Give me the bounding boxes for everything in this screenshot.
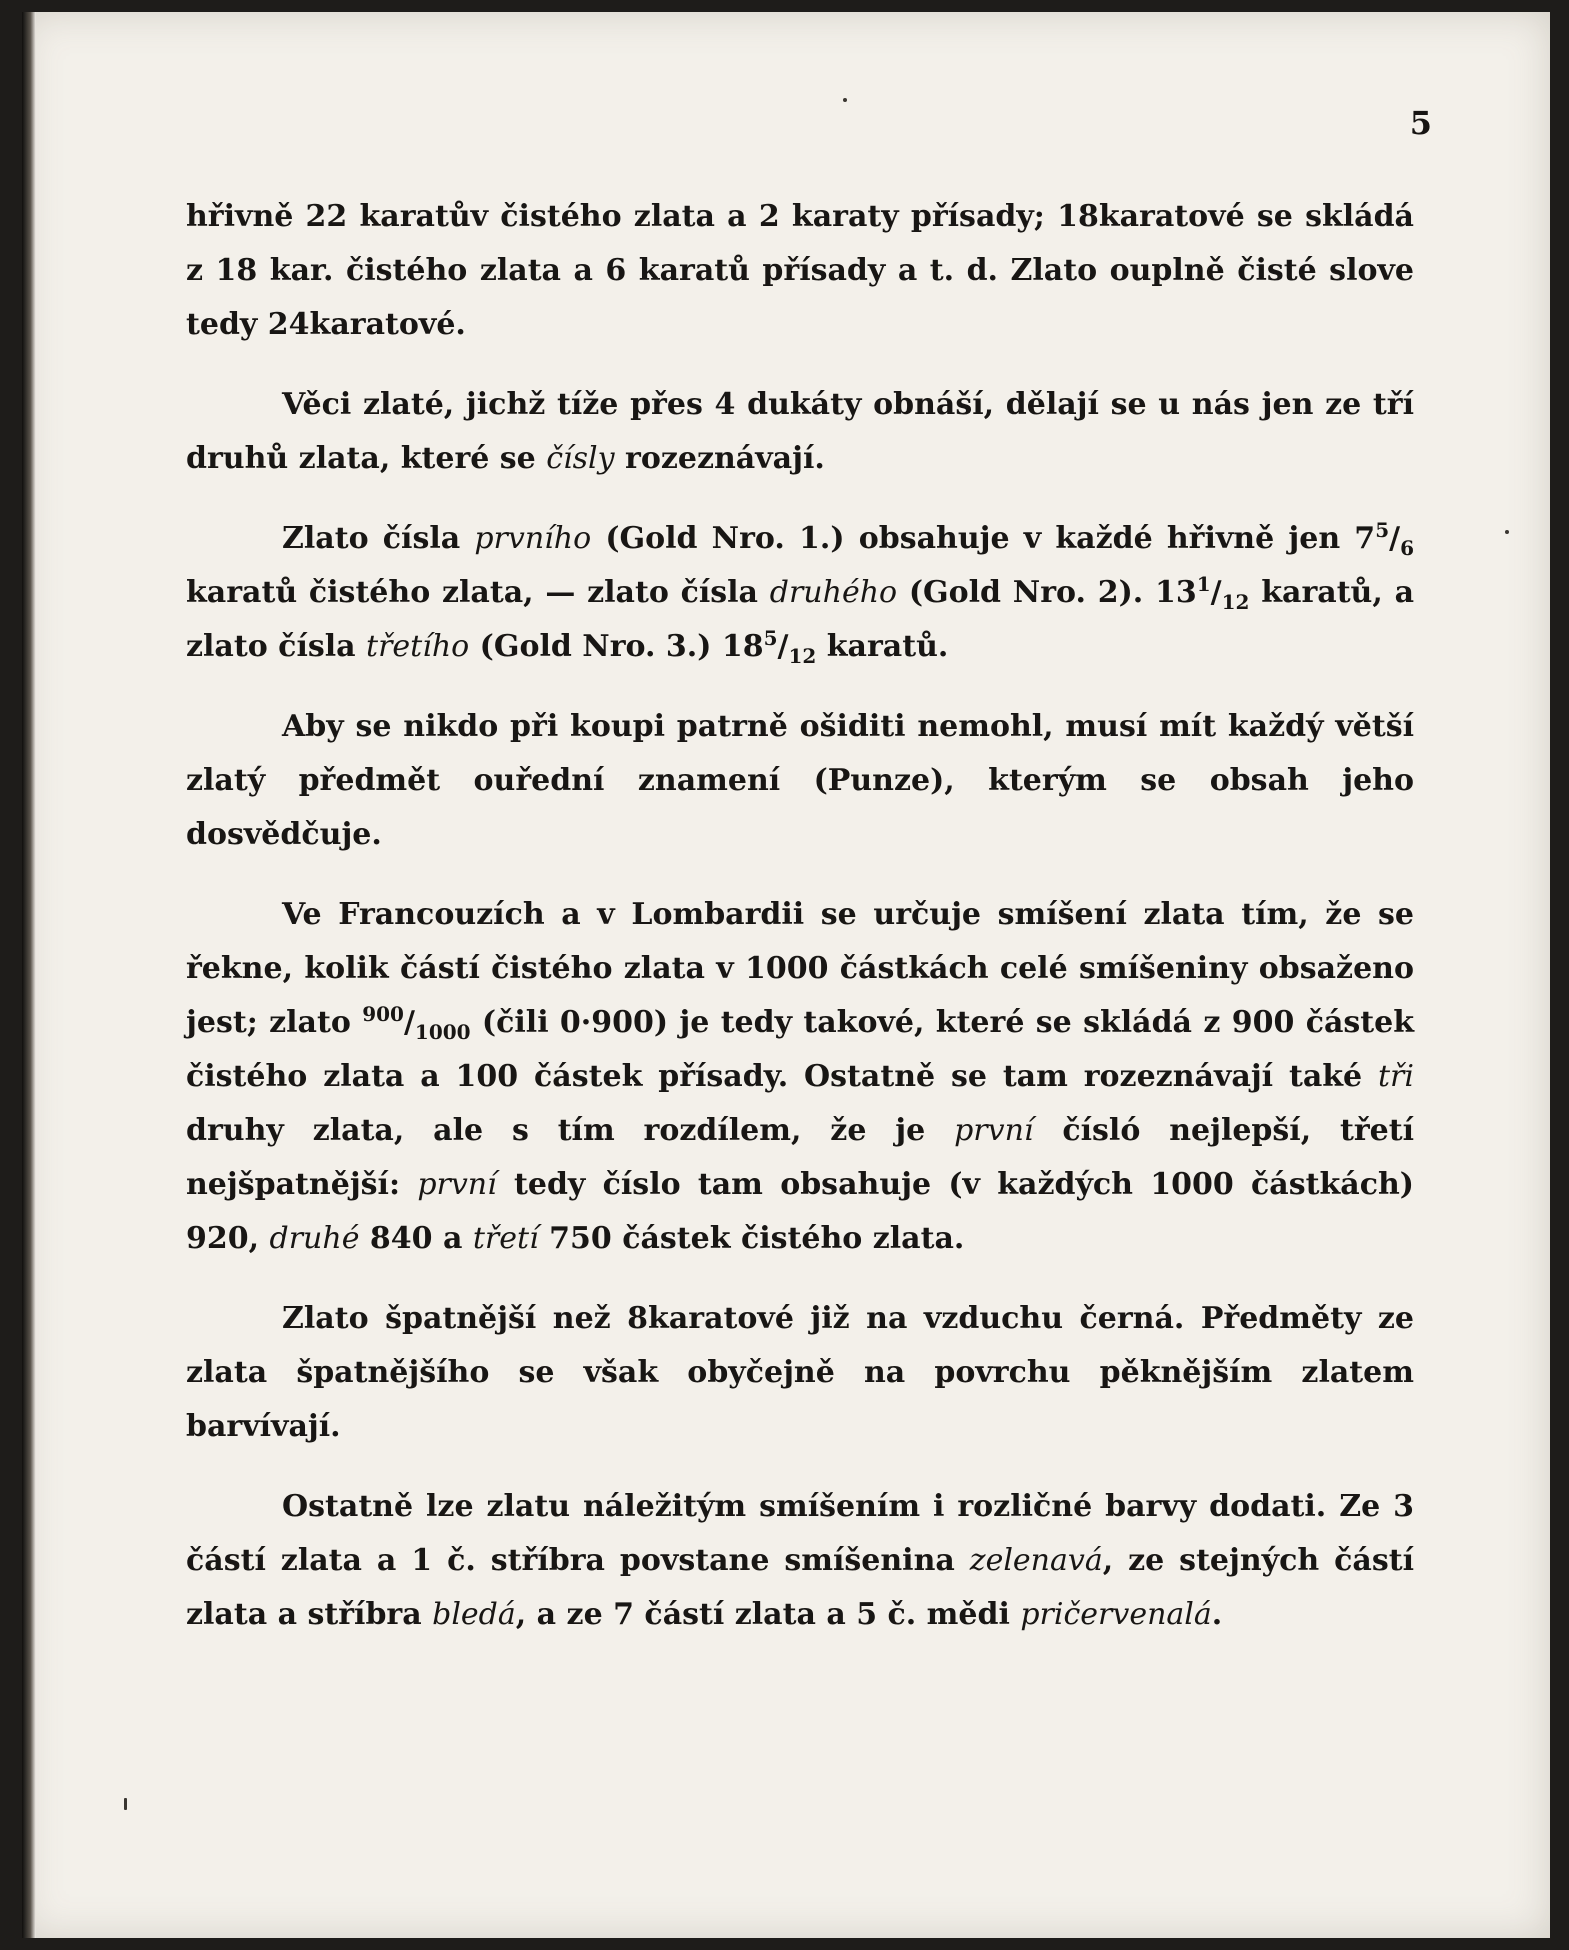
text-run: Věci zlaté, jichž tíže přes 4 dukáty obnáší, dělají se u nás jen ze tří druhů zlata, které se bbox=[186, 387, 1414, 476]
text-run: / bbox=[777, 629, 789, 664]
text-run: / bbox=[1389, 521, 1401, 556]
italic-text: tři bbox=[1378, 1059, 1414, 1094]
italic-text: třetího bbox=[366, 629, 470, 664]
paragraph bbox=[186, 190, 1414, 352]
text-run: (Gold Nro. 2). 13 bbox=[897, 575, 1197, 610]
text-run: karatů čistého zlata, — zlato čísla bbox=[186, 575, 770, 610]
text-run: Zlato špatnější než 8karatové již na vzduchu černá. Předměty ze zlata špatnějšího se však obyčejně na povrchu pěknějším zlatem barvívají. bbox=[186, 1301, 1414, 1444]
text-run: karatů, a zlato čísla bbox=[186, 575, 1415, 664]
paragraph bbox=[186, 512, 1414, 674]
text-run: . bbox=[1211, 1597, 1223, 1632]
italic-text: čísly bbox=[546, 441, 615, 476]
paragraph bbox=[186, 378, 1414, 486]
fraction-numerator: 900 bbox=[362, 1002, 404, 1026]
text-run: Aby se nikdo při koupi patrně ošiditi nemohl, musí mít každý větší zlatý předmět ouřední znamení (Punze), kterým se obsah jeho dosvědčuje. bbox=[186, 709, 1414, 852]
text-run: 750 částek čistého zlata. bbox=[538, 1221, 965, 1256]
fraction-denominator: 12 bbox=[788, 644, 817, 668]
text-run: , ze stejných částí zlata a stříbra bbox=[186, 1543, 1414, 1632]
paragraph bbox=[186, 1292, 1414, 1454]
ink-speck bbox=[1505, 530, 1509, 534]
paragraph bbox=[186, 1480, 1414, 1642]
paragraph bbox=[186, 888, 1414, 1266]
text-run: Zlato čísla bbox=[282, 521, 475, 556]
fraction-numerator: 5 bbox=[1375, 518, 1390, 542]
text-run: (čili 0·900) je tedy takové, které se skládá z 900 částek čistého zlata a 100 částek přísady. Ostatně se tam rozeznávají také bbox=[186, 1005, 1415, 1094]
text-run: hřivně 22 karatův čistého zlata a 2 karaty přísady; 18karatové se skládá z 18 kar. čistého zlata a 6 karatů přísady a t. d. Zlato ouplně čisté slove tedy 24karatové. bbox=[186, 199, 1414, 342]
page-binding-edge bbox=[22, 12, 36, 1938]
text-run: Ve Francouzích a v Lombardii se určuje smíšení zlata tím, že se řekne, kolik částí čistého zlata v 1000 částkách celé smíšeniny obsaženo jest; zlato bbox=[186, 897, 1414, 1040]
fraction-denominator: 1000 bbox=[414, 1020, 471, 1044]
fraction-denominator: 12 bbox=[1221, 590, 1250, 614]
italic-text: bledá bbox=[432, 1597, 516, 1632]
text-run: čísló nejlepší, třetí nejšpatnější: bbox=[186, 1113, 1414, 1202]
text-run: druhy zlata, ale s tím rozdílem, že je bbox=[186, 1113, 955, 1148]
italic-text: první bbox=[954, 1113, 1034, 1148]
text-run: karatů. bbox=[816, 629, 949, 664]
text-run: / bbox=[1210, 575, 1222, 610]
italic-text: prvního bbox=[474, 521, 592, 556]
text-run: (Gold Nro. 1.) obsahuje v každé hřivně jen 7 bbox=[591, 521, 1376, 556]
page-body-text bbox=[186, 190, 1414, 1668]
text-run: tedy číslo tam obsahuje (v každých 1000 částkách) 920, bbox=[186, 1167, 1414, 1256]
italic-text: třetí bbox=[472, 1221, 539, 1256]
text-run: / bbox=[403, 1005, 415, 1040]
text-run: Ostatně lze zlatu náležitým smíšením i rozličné barvy dodati. Ze 3 částí zlata a 1 č. stříbra povstane smíšenina bbox=[186, 1489, 1414, 1578]
ink-speck bbox=[124, 1798, 127, 1810]
italic-text: zelenavá bbox=[969, 1543, 1103, 1578]
italic-text: druhého bbox=[769, 575, 898, 610]
fraction-denominator: 6 bbox=[1400, 536, 1414, 560]
fraction-numerator: 1 bbox=[1196, 572, 1211, 596]
italic-text: pričervenalá bbox=[1020, 1597, 1212, 1632]
text-run: rozeznávají. bbox=[614, 441, 825, 476]
page-number: 5 bbox=[1409, 104, 1432, 142]
text-run: (Gold Nro. 3.) 18 bbox=[469, 629, 764, 664]
italic-text: první bbox=[417, 1167, 497, 1202]
ink-speck bbox=[843, 98, 847, 102]
paragraph bbox=[186, 700, 1414, 862]
text-run: , a ze 7 částí zlata a 5 č. mědi bbox=[515, 1597, 1021, 1632]
fraction-numerator: 5 bbox=[763, 626, 778, 650]
italic-text: druhé bbox=[269, 1221, 360, 1256]
text-run: 840 a bbox=[359, 1221, 473, 1256]
